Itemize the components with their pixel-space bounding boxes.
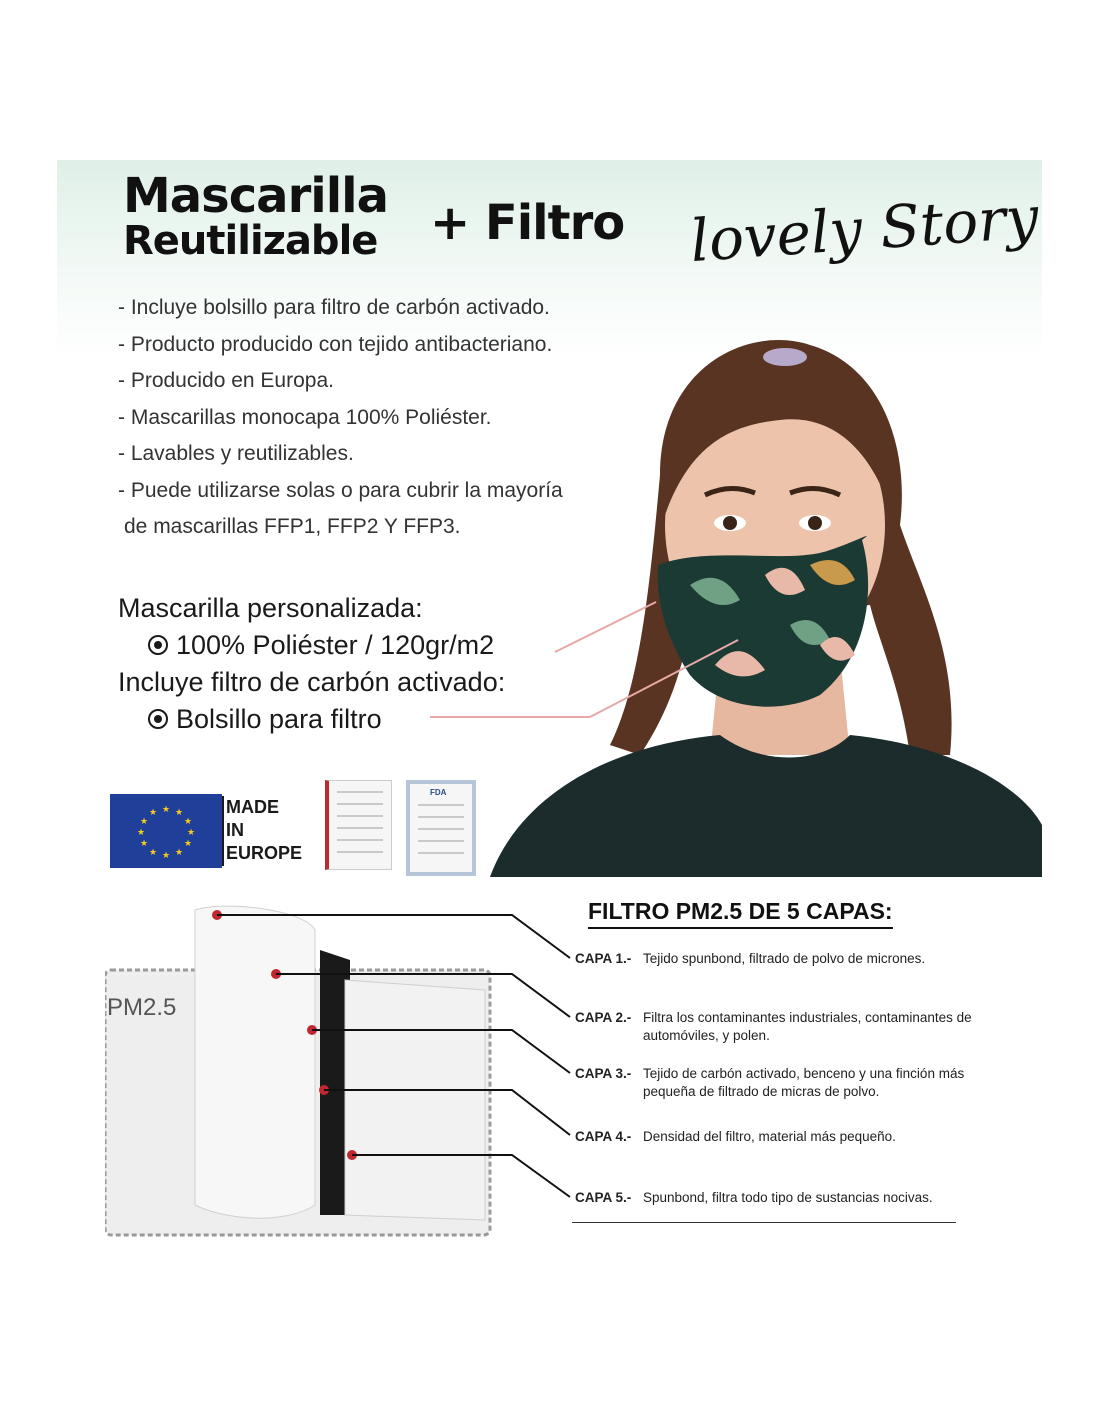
svg-text:★: ★ <box>183 816 193 826</box>
option-label: 100% Poliéster / 120gr/m2 <box>176 630 495 660</box>
fda-certificate-document <box>406 780 476 876</box>
layer-code: CAPA 5.- <box>575 1190 632 1205</box>
made-line: EUROPE <box>226 843 303 863</box>
customization-option <box>118 627 505 664</box>
scrunchie <box>763 348 807 366</box>
feature-item: - Incluye bolsillo para filtro de carbón activado. <box>118 296 550 319</box>
title-line-1: Mascarilla <box>123 168 388 224</box>
svg-text:★: ★ <box>183 838 193 848</box>
certificate-document <box>325 780 392 870</box>
filter-layer-item <box>575 950 988 968</box>
layer-desc: Spunbond, filtra todo tipo de sustancias nocivas. <box>643 1190 933 1205</box>
made-line: MADE <box>226 797 279 817</box>
divider <box>572 1222 956 1223</box>
customization-heading: Mascarilla personalizada: <box>118 593 423 623</box>
feature-item: - Producido en Europa. <box>118 369 334 392</box>
layer-code: CAPA 2.- <box>575 1010 632 1025</box>
svg-text:★: ★ <box>139 816 149 826</box>
feature-item: - Puede utilizarse solas o para cubrir la mayoría <box>118 478 563 502</box>
filter-illustration <box>105 900 575 1245</box>
layer-code: CAPA 3.- <box>575 1066 632 1081</box>
filter-layer-item <box>575 1128 988 1146</box>
model-photo <box>490 325 1042 877</box>
made-in-europe-badge <box>226 796 302 865</box>
brand-logo: lovely Story <box>688 182 1041 276</box>
option-label: Bolsillo para filtro <box>176 704 382 734</box>
layer-desc: Tejido spunbond, filtrado de polvo de micrones. <box>643 951 926 966</box>
filter-layer-item <box>575 1189 988 1207</box>
layer-desc: Tejido de carbón activado, benceno y una finción más pequeña de filtrado de micras de polvo. <box>643 1066 965 1099</box>
product-title <box>123 168 388 264</box>
fda-label: FDA <box>430 788 447 797</box>
svg-text:★: ★ <box>161 850 171 860</box>
layer-desc: Densidad del filtro, material más pequeño. <box>643 1129 896 1144</box>
svg-text:★: ★ <box>139 838 149 848</box>
feature-item: - Lavables y reutilizables. <box>118 442 354 465</box>
svg-text:★: ★ <box>174 847 184 857</box>
feature-item: - Mascarillas monocapa 100% Poliéster. <box>118 405 492 429</box>
svg-text:★: ★ <box>148 847 158 857</box>
eu-flag <box>110 794 222 868</box>
svg-text:★: ★ <box>136 827 146 837</box>
filter-option <box>118 701 505 738</box>
feature-item: de mascarillas FFP1, FFP2 Y FFP3. <box>124 515 461 538</box>
svg-text:★: ★ <box>161 804 171 814</box>
filter-layer-item <box>575 1065 988 1101</box>
pm25-label: PM2.5 <box>107 994 177 1021</box>
svg-text:★: ★ <box>186 827 196 837</box>
svg-text:★: ★ <box>148 807 158 817</box>
layer-code: CAPA 1.- <box>575 951 632 966</box>
customization-block <box>118 590 505 738</box>
made-line: IN <box>226 820 244 840</box>
plus-filter-title: + Filtro <box>430 195 625 251</box>
filter-section-title: FILTRO PM2.5 DE 5 CAPAS: <box>588 898 893 929</box>
layer-desc: Filtra los contaminantes industriales, contaminantes de automóviles, y polen. <box>643 1010 972 1043</box>
radio-icon <box>148 709 168 729</box>
title-line-2: Reutilizable <box>123 218 378 264</box>
layer-code: CAPA 4.- <box>575 1129 632 1144</box>
radio-icon <box>148 635 168 655</box>
filter-layer-item <box>575 1009 988 1045</box>
sweater <box>490 735 1042 877</box>
feature-item: - Producto producido con tejido antibacteriano. <box>118 332 553 356</box>
svg-text:★: ★ <box>174 807 184 817</box>
filter-heading: Incluye filtro de carbón activado: <box>118 667 506 697</box>
